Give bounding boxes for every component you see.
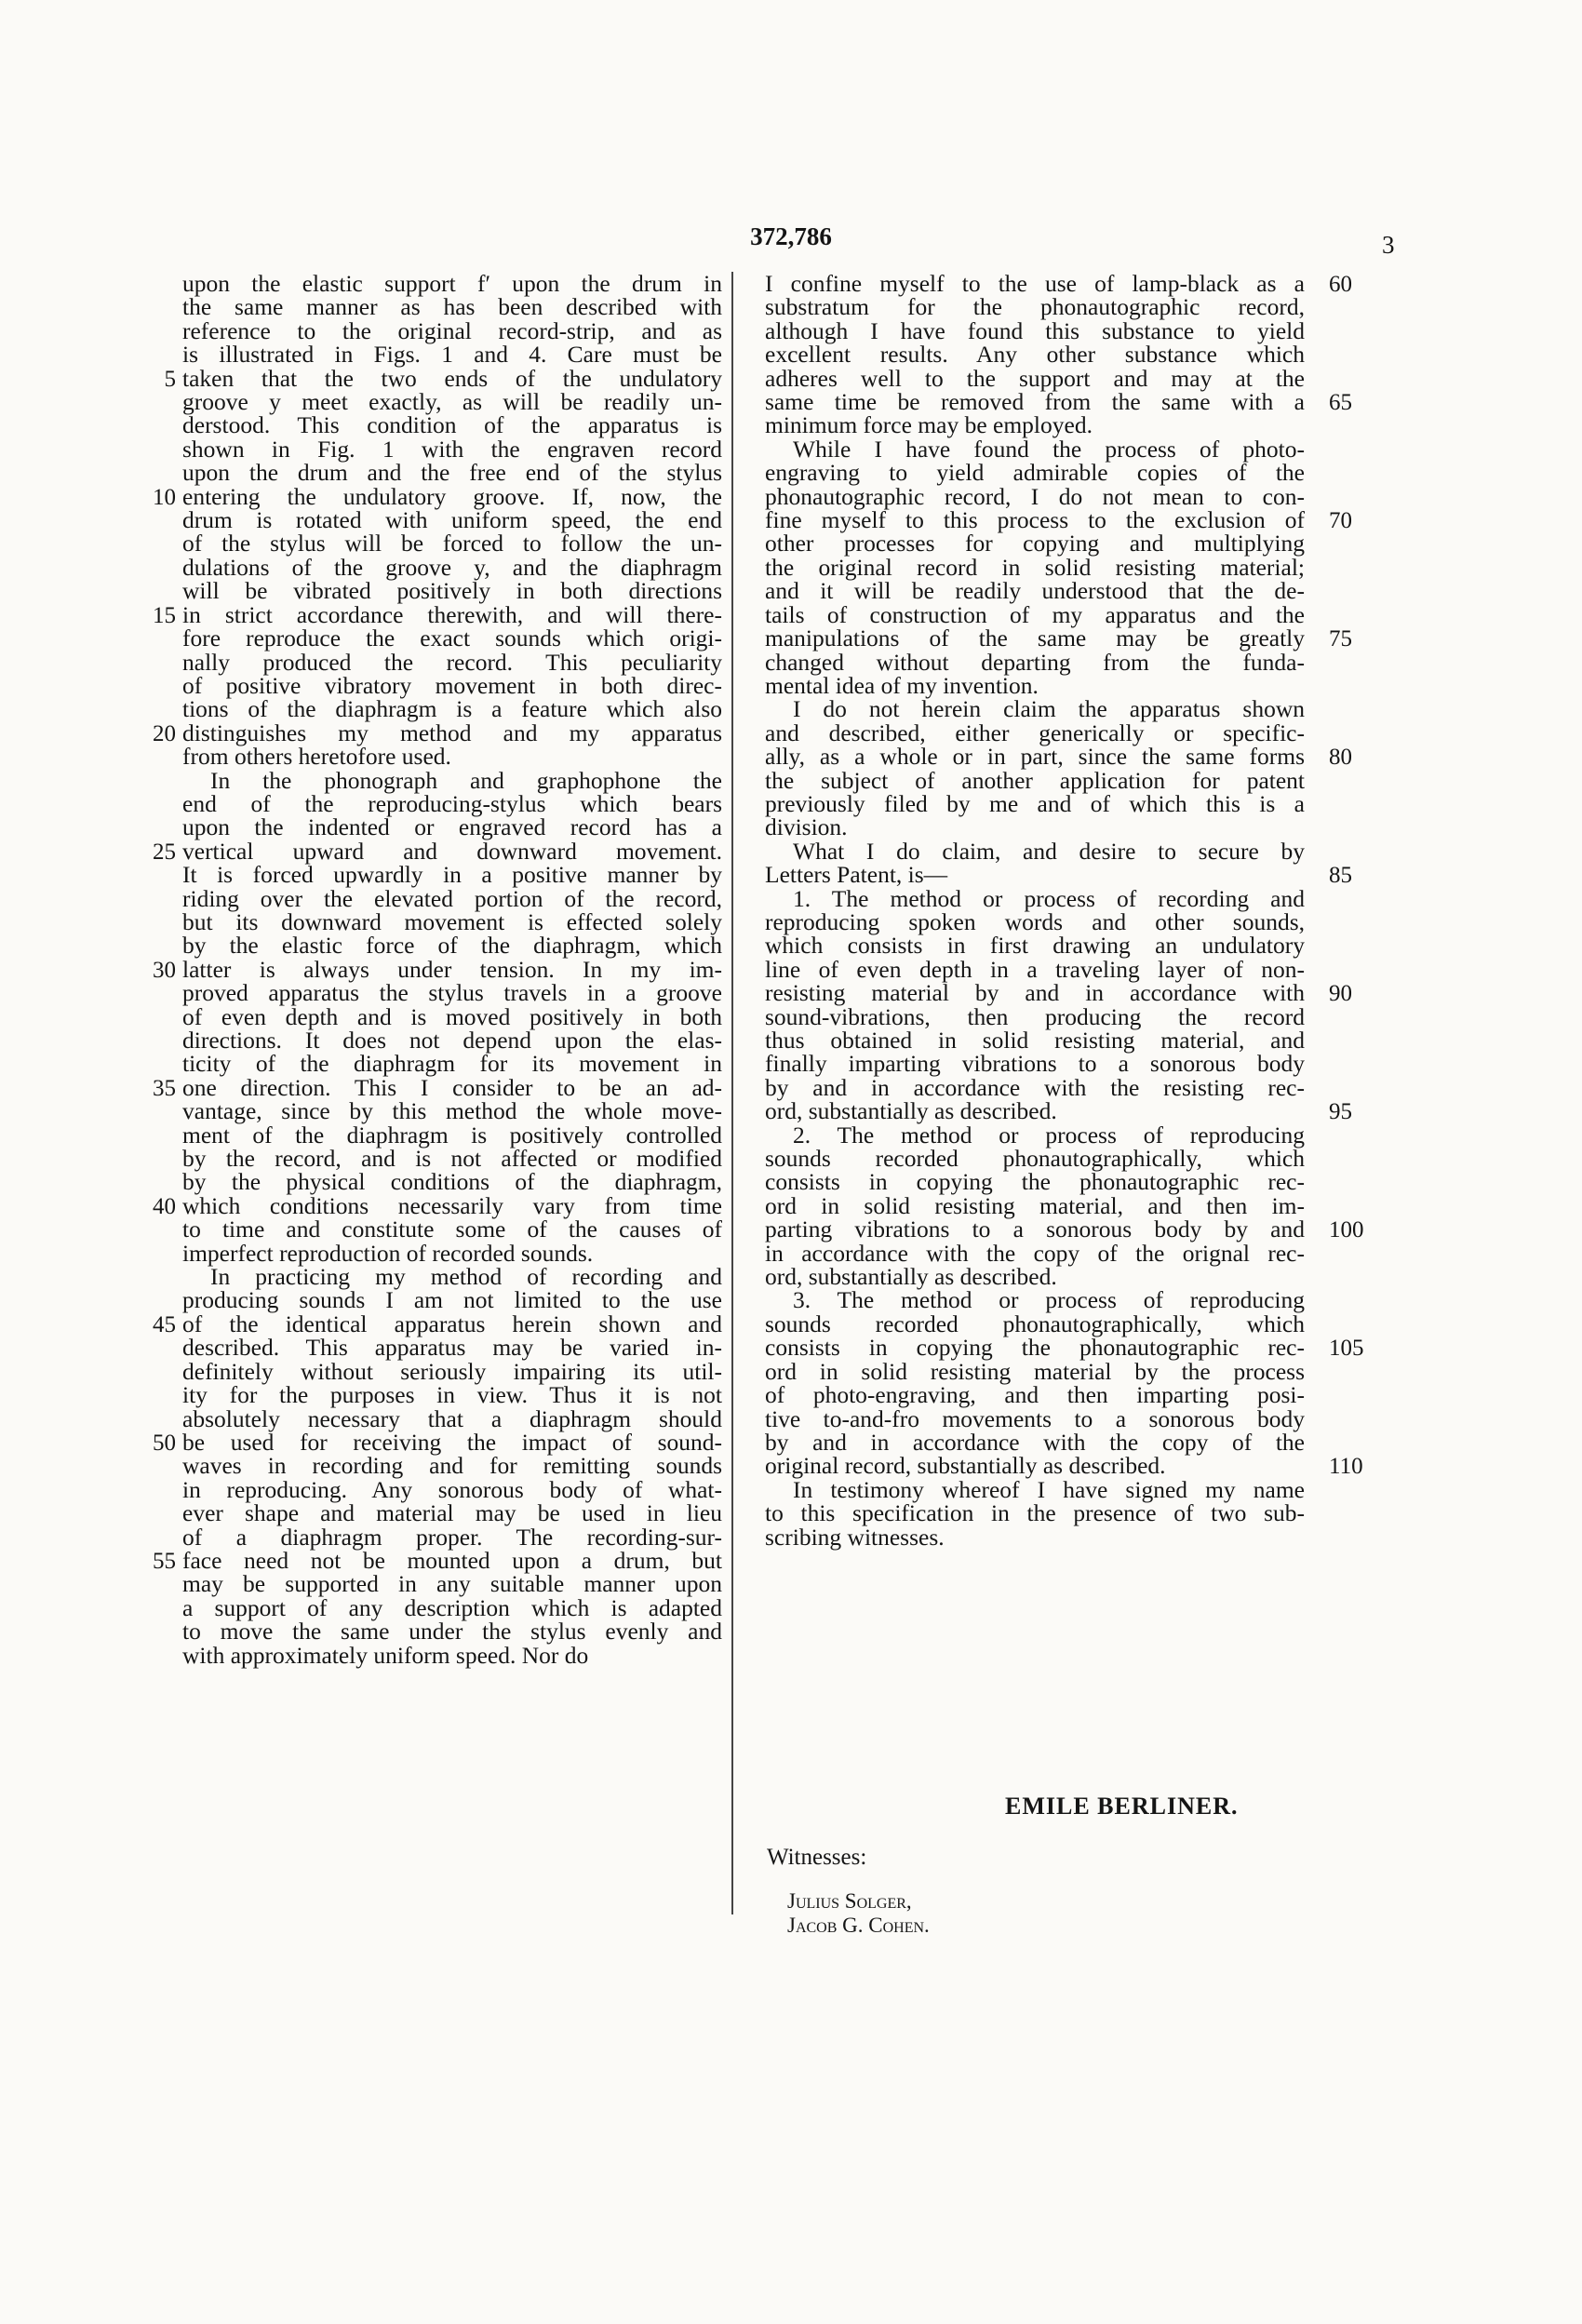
text-line: although I have found this substance to yield (765, 316, 1305, 344)
text-line: by the elastic force of the diaphragm, which (182, 932, 722, 960)
text-line: Letters Patent, is— (765, 861, 948, 889)
text-line: of positive vibratory movement in both direc- (182, 671, 722, 699)
text-line: the same manner as has been described with (182, 293, 722, 321)
text-line: In testimony whereof I have signed my name (793, 1475, 1305, 1503)
line-number: 50 (153, 1430, 176, 1456)
text-line: one direction. This I consider to be an ad- (182, 1073, 722, 1101)
text-line: to this specification in the presence of two sub- (765, 1499, 1305, 1527)
text-line: reference to the original record-strip, and as (182, 316, 722, 344)
text-line: the original record in solid resisting material; (765, 553, 1305, 581)
text-line: substratum for the phonautographic record, (765, 293, 1305, 321)
text-line: consists in copying the phonautographic rec- (765, 1168, 1305, 1196)
text-line: derstood. This condition of the apparatus is (182, 411, 722, 439)
witness-name: Jacob G. Cohen. (787, 1914, 930, 1937)
text-line: other processes for copying and multiplying (765, 530, 1305, 557)
text-line: in strict accordance therewith, and will there- (182, 600, 722, 628)
text-line: sounds recorded phonautographically, which (765, 1145, 1305, 1173)
text-line: excellent results. Any other substance which (765, 341, 1305, 369)
text-line: groove y meet exactly, as will be readily un- (182, 388, 722, 416)
text-line: thus obtained in solid resisting material, and (765, 1027, 1305, 1054)
text-line: ment of the diaphragm is positively controlled (182, 1121, 722, 1149)
text-line: and described, either generically or specific- (765, 719, 1305, 746)
text-line: vertical upward and downward movement. (182, 837, 722, 865)
text-line: to time and constitute some of the causes of (182, 1216, 722, 1243)
text-line: fore reproduce the exact sounds which origi- (182, 625, 722, 652)
text-line: fine myself to this process to the exclusion of (765, 506, 1305, 534)
text-line: ord, substantially as described. (765, 1097, 1057, 1125)
text-line: sound-vibrations, then producing the record (765, 1002, 1305, 1030)
line-number: 85 (1329, 863, 1352, 888)
text-line: division. (765, 813, 848, 841)
text-line: In practicing my method of recording and (210, 1263, 722, 1291)
text-line: by and in accordance with the resisting rec- (765, 1073, 1305, 1101)
text-line: consists in copying the phonautographic rec- (765, 1334, 1305, 1362)
text-line: ally, as a whole or in part, since the same forms (765, 743, 1305, 771)
text-line: tails of construction of my apparatus and the (765, 600, 1305, 628)
text-line: I confine myself to the use of lamp-black as a (765, 270, 1305, 297)
text-line: In the phonograph and graphophone the (210, 766, 722, 794)
text-line: proved apparatus the stylus travels in a groove (182, 979, 722, 1007)
text-line: mental idea of my invention. (765, 671, 1039, 699)
text-line: drum is rotated with uniform speed, the end (182, 506, 722, 534)
text-line: is illustrated in Figs. 1 and 4. Care must be (182, 341, 722, 369)
text-line: ord in solid resisting material by the process (765, 1357, 1305, 1385)
text-line: sounds recorded phonautographically, which (765, 1310, 1305, 1337)
text-line: in reproducing. Any sonorous body of what- (182, 1475, 722, 1503)
text-line: 3. The method or process of reproducing (793, 1286, 1305, 1314)
line-number: 90 (1329, 981, 1352, 1006)
text-line: face need not be mounted upon a drum, but (182, 1546, 722, 1574)
line-number: 105 (1329, 1336, 1364, 1361)
text-line: will be vibrated positively in both directions (182, 577, 722, 605)
line-number: 75 (1329, 626, 1352, 652)
text-line: vantage, since by this method the whole move- (182, 1097, 722, 1125)
text-line: adheres well to the support and may at the (765, 364, 1305, 392)
text-line: of photo-engraving, and then imparting posi- (765, 1381, 1305, 1409)
text-line: ticity of the diaphragm for its movement in (182, 1050, 722, 1078)
line-number: 55 (153, 1548, 176, 1574)
line-number: 60 (1329, 272, 1352, 297)
text-line: manipulations of the same may be greatly (765, 625, 1305, 652)
text-line: reproducing spoken words and other sounds, (765, 907, 1305, 935)
text-line: finally imparting vibrations to a sonorous body (765, 1050, 1305, 1078)
line-number: 35 (153, 1075, 176, 1101)
text-line: upon the elastic support f′ upon the drum in (182, 270, 722, 297)
text-line: in accordance with the copy of the orignal rec- (765, 1239, 1305, 1267)
text-line: While I have found the process of photo- (793, 435, 1305, 463)
text-line: parting vibrations to a sonorous body by and (765, 1216, 1305, 1243)
text-line: shown in Fig. 1 with the engraven record (182, 435, 722, 463)
text-line: by and in accordance with the copy of the (765, 1428, 1305, 1456)
text-line: be used for receiving the impact of sound- (182, 1428, 722, 1456)
text-line: upon the drum and the free end of the stylus (182, 459, 722, 487)
text-line: nally produced the record. This peculiarity (182, 648, 722, 676)
text-line: latter is always under tension. In my im- (182, 955, 722, 983)
page-number: 3 (1382, 231, 1395, 259)
text-line: to move the same under the stylus evenly and (182, 1618, 722, 1646)
right-column (765, 272, 1305, 1549)
text-line: riding over the elevated portion of the record, (182, 884, 722, 912)
text-line: What I do claim, and desire to secure by (793, 837, 1305, 865)
text-line: which consists in first drawing an undulatory (765, 932, 1305, 960)
text-line: of even depth and is moved positively in both (182, 1002, 722, 1030)
line-number: 5 (164, 366, 176, 392)
text-line: minimum force may be employed. (765, 411, 1093, 439)
text-line: end of the reproducing-stylus which bears (182, 789, 722, 817)
text-line: of the stylus will be forced to follow the un- (182, 530, 722, 557)
text-line: resisting material by and in accordance with (765, 979, 1305, 1007)
text-line: changed without departing from the funda- (765, 648, 1305, 676)
text-line: engraving to yield admirable copies of the (765, 459, 1305, 487)
text-line: phonautographic record, I do not mean to con- (765, 482, 1305, 510)
text-line: ord in solid resisting material, and then im- (765, 1191, 1305, 1219)
text-line: directions. It does not depend upon the elas- (182, 1027, 722, 1054)
line-number: 95 (1329, 1099, 1352, 1124)
text-line: absolutely necessary that a diaphragm should (182, 1404, 722, 1432)
line-number: 15 (153, 602, 176, 628)
text-line: ord, substantially as described. (765, 1263, 1057, 1291)
text-line: It is forced upwardly in a positive manner by (182, 861, 722, 889)
text-line: with approximately uniform speed. Nor do (182, 1641, 589, 1669)
line-number: 80 (1329, 745, 1352, 770)
text-line: ity for the purposes in view. Thus it is not (182, 1381, 722, 1409)
text-line: producing sounds I am not limited to the use (182, 1286, 722, 1314)
column-divider (731, 272, 733, 1914)
text-line: the subject of another application for patent (765, 766, 1305, 794)
text-line: distinguishes my method and my apparatus (182, 719, 722, 746)
text-line: entering the undulatory groove. If, now, the (182, 482, 722, 510)
text-line: but its downward movement is effected solely (182, 907, 722, 935)
text-line: imperfect reproduction of recorded sounds. (182, 1239, 594, 1267)
text-line: a support of any description which is adapted (182, 1593, 722, 1621)
line-number: 40 (153, 1193, 176, 1219)
text-line: and it will be readily understood that the de- (765, 577, 1305, 605)
text-line: tive to-and-fro movements to a sonorous body (765, 1404, 1305, 1432)
text-line: described. This apparatus may be varied in- (182, 1334, 722, 1362)
text-line: of the identical apparatus herein shown and (182, 1310, 722, 1337)
text-line: taken that the two ends of the undulatory (182, 364, 722, 392)
witness-name: Julius Solger, (787, 1889, 912, 1913)
text-line: from others heretofore used. (182, 743, 451, 771)
text-line: same time be removed from the same with a (765, 388, 1305, 416)
line-number: 20 (153, 720, 176, 746)
line-number: 65 (1329, 390, 1352, 415)
text-line: original record, substantially as described. (765, 1452, 1166, 1480)
line-number: 10 (153, 484, 176, 510)
text-line: which conditions necessarily vary from time (182, 1191, 722, 1219)
text-line: waves in recording and for remitting sounds (182, 1452, 722, 1480)
text-line: by the record, and is not affected or modified (182, 1145, 722, 1173)
left-column (182, 272, 722, 1667)
text-line: upon the indented or engraved record has a (182, 813, 722, 841)
text-line: by the physical conditions of the diaphragm, (182, 1168, 722, 1196)
line-number: 25 (153, 839, 176, 865)
line-number: 100 (1329, 1217, 1364, 1243)
text-line: ever shape and material may be used in lieu (182, 1499, 722, 1527)
inventor-signature: EMILE BERLINER. (1005, 1793, 1239, 1820)
line-number: 45 (153, 1311, 176, 1337)
line-number: 110 (1329, 1454, 1363, 1479)
text-line: 2. The method or process of reproducing (793, 1121, 1305, 1149)
text-line: of a diaphragm proper. The recording-sur- (182, 1523, 722, 1551)
text-line: line of even depth in a traveling layer of non- (765, 955, 1305, 983)
line-number: 70 (1329, 508, 1352, 533)
patent-number: 372,786 (750, 222, 832, 250)
text-line: 1. The method or process of recording and (793, 884, 1305, 912)
text-line: definitely without seriously impairing its util- (182, 1357, 722, 1385)
text-line: dulations of the groove y, and the diaphragm (182, 553, 722, 581)
text-line: I do not herein claim the apparatus shown (793, 695, 1305, 723)
line-number: 30 (153, 957, 176, 983)
text-line: scribing witnesses. (765, 1523, 945, 1551)
text-line: tions of the diaphragm is a feature which also (182, 695, 722, 723)
witnesses-label: Witnesses: (767, 1845, 867, 1870)
text-line: previously filed by me and of which this is a (765, 789, 1305, 817)
text-line: may be supported in any suitable manner upon (182, 1570, 722, 1598)
